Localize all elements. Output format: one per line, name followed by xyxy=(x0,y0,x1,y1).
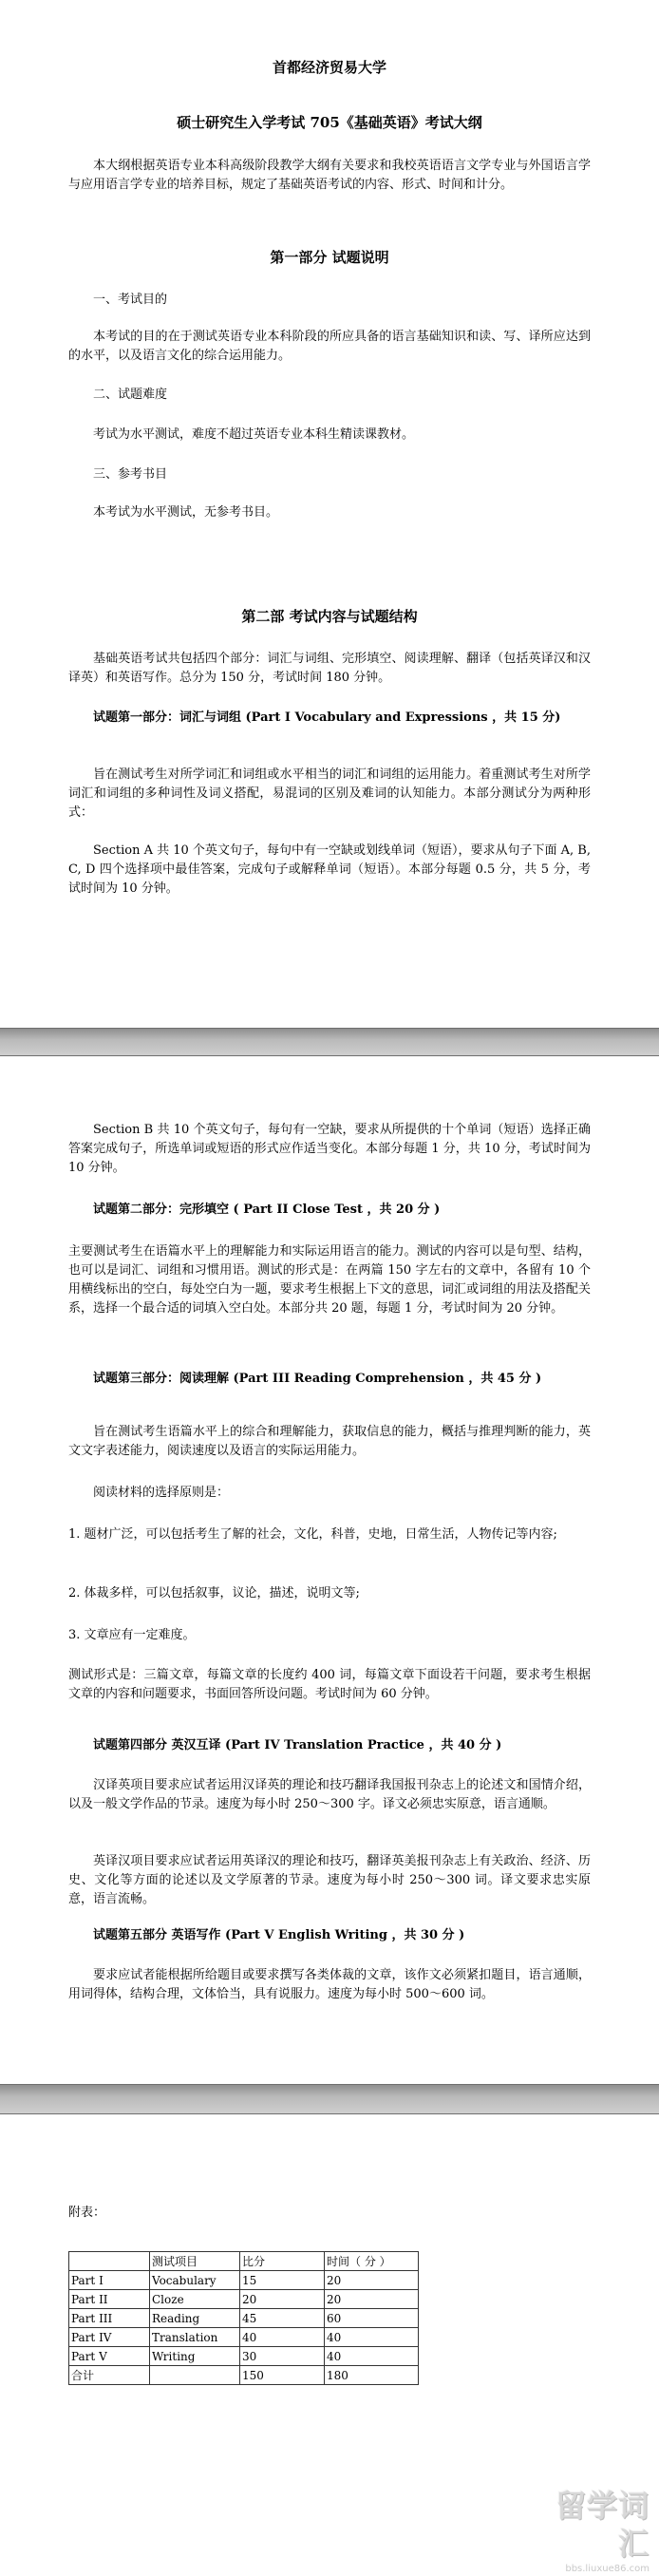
table-cell: Part I xyxy=(69,2271,150,2290)
part-iv-text-2: 英译汉项目要求应试者运用英译汉的理论和技巧，翻译英美报刊杂志上有关政治、经济、历史、文化等方面的论述以及文学原著的节录。速度为每小时 250～300 词。译文要求忠实原意，语言流畅。 xyxy=(68,1854,591,1906)
part-i-text: 旨在测试考生对所学词汇和词组或水平相当的词汇和词组的运用能力。着重测试考生对所学词汇和词组的多种词性及词义搭配，易混词的区别及难词的认知能力。本部分测试分为两种形式： xyxy=(68,767,591,820)
table-cell: 180 xyxy=(325,2366,419,2385)
document-page-1 xyxy=(0,0,659,1028)
section3-heading: 三、参考书目 xyxy=(93,467,168,482)
table-row xyxy=(69,2271,419,2290)
part-v-text: 要求应试者能根据所给题目或要求撰写各类体裁的文章，该作文必须紧扣题目，语言通顺，用词得体，结构合理，文体恰当，具有说服力。速度为每小时 500～600 词。 xyxy=(68,1968,591,2001)
table-header-cell xyxy=(69,2252,150,2271)
part-iii-heading: 试题第三部分：阅读理解 (Part III Reading Comprehension ，共 45 分 ) xyxy=(93,1372,542,1386)
table-cell: 40 xyxy=(325,2328,419,2347)
section1-text: 本考试的目的在于测试英语专业本科阶段的所应具备的语言基础知识和读、写、译所应达到的水平，以及语言文化的综合运用能力。 xyxy=(68,330,591,363)
part2-intro: 基础英语考试共包括四个部分：词汇与词组、完形填空、阅读理解、翻译（包括英译汉和汉译英）和英语写作。总分为 150 分，考试时间 180 分钟。 xyxy=(68,652,591,685)
table-row xyxy=(69,2309,419,2328)
reading-principles-label: 阅读材料的选择原则是： xyxy=(93,1486,230,1500)
part-ii-text: 主要测试考生在语篇水平上的理解能力和实际运用语言的能力。测试的内容可以是句型、结构，也可以是词汇、词组和习惯用语。测试的形式是：在两篇 150 字左右的文章中，各留有 10 个用横线标出的空白，每处空白为一题，要求考生根据上下文的意思，词汇或词组的用法及搭配关系，选择一个最合适的词填入空白处。本部分共 20 题，每题 1 分，考试时间为 20 分钟。 xyxy=(68,1244,591,1316)
section-b-text: Section B 共 10 个英文句子，每句有一空缺，要求从所提供的十个单词（短语）选择正确答案完成句子，所选单词或短语的形式应作适当变化。本部分每题 1 分，共 10 分，考试时间为 10 分钟。 xyxy=(68,1123,591,1175)
watermark-url: bbs.liuxue86.com xyxy=(565,2564,650,2574)
intro-paragraph: 本大纲根据英语专业本科高级阶段教学大纲有关要求和我校英语语言文学专业与外国语言学与应用语言学专业的培养目标，规定了基础英语考试的内容、形式、时间和计分。 xyxy=(68,159,591,192)
watermark-logo-text: 留学词汇 xyxy=(555,2488,650,2562)
part2-title: 第二部 考试内容与试题结构 xyxy=(241,608,418,625)
document-page-2 xyxy=(0,1056,659,2084)
section3-text: 本考试为水平测试，无参考书目。 xyxy=(93,505,279,520)
table-cell: Vocabulary xyxy=(150,2271,240,2290)
part-iv-heading: 试题第四部分 英汉互译 (Part IV Translation Practice ，共 40 分 ) xyxy=(93,1738,502,1752)
section1-heading: 一、考试目的 xyxy=(93,293,168,307)
table-cell: 40 xyxy=(240,2328,325,2347)
appendix-label: 附表： xyxy=(68,2206,106,2220)
table-cell: Translation xyxy=(150,2328,240,2347)
section-a-text: Section A 共 10 个英文句子，每句中有一空缺或划线单词（短语），要求从句子下面 A, B, C, D 四个选择项中最佳答案，完成句子或解释单词（短语）。本部分每题 0.5 分，共 5 分，考试时间为 10 分钟。 xyxy=(68,843,591,896)
part-ii-heading: 试题第二部分：完形填空 ( Part II Close Test ，共 20 分 ) xyxy=(93,1203,441,1217)
score-table xyxy=(68,2251,419,2385)
exam-title: 硕士研究生入学考试 705《基础英语》考试大纲 xyxy=(177,114,482,131)
table-cell: Cloze xyxy=(150,2290,240,2309)
table-cell: 45 xyxy=(240,2309,325,2328)
part1-title: 第一部分 试题说明 xyxy=(270,249,389,266)
table-cell xyxy=(150,2366,240,2385)
table-cell: 60 xyxy=(325,2309,419,2328)
table-cell: 合计 xyxy=(69,2366,150,2385)
site-watermark xyxy=(536,2487,650,2574)
table-cell: Part V xyxy=(69,2347,150,2366)
table-cell: 150 xyxy=(240,2366,325,2385)
part-iv-text-1: 汉译英项目要求应试者运用汉译英的理论和技巧翻译我国报刊杂志上的论述文和国情介绍，以及一般文学作品的节录。速度为每小时 250～300 字。译文必须忠实原意，语言通顺。 xyxy=(68,1778,591,1811)
table-cell: 30 xyxy=(240,2347,325,2366)
table-cell: Part III xyxy=(69,2309,150,2328)
table-cell: 20 xyxy=(325,2271,419,2290)
part-iii-text: 旨在测试考生语篇水平上的综合和理解能力，获取信息的能力，概括与推理判断的能力，英文文字表述能力，阅读速度以及语言的实际运用能力。 xyxy=(68,1425,591,1458)
part-v-heading: 试题第五部分 英语写作 (Part V English Writing ，共 30 分 ) xyxy=(93,1928,465,1942)
table-row xyxy=(69,2347,419,2366)
table-cell: 20 xyxy=(240,2290,325,2309)
university-name: 首都经济贸易大学 xyxy=(272,59,386,76)
reading-principle-3: 3. 文章应有一定难度。 xyxy=(68,1628,196,1642)
table-cell: 15 xyxy=(240,2271,325,2290)
table-cell: Part IV xyxy=(69,2328,150,2347)
page-break xyxy=(0,1028,659,1056)
table-header-cell: 比分 xyxy=(240,2252,325,2271)
table-header-row xyxy=(69,2252,419,2271)
part-i-heading: 试题第一部分：词汇与词组 (Part I Vocabulary and Expressions ，共 15 分) xyxy=(93,710,561,725)
section2-text: 考试为水平测试，难度不超过英语专业本科生精读课教材。 xyxy=(93,427,415,442)
page-break xyxy=(0,2084,659,2114)
table-cell: Part II xyxy=(69,2290,150,2309)
reading-principle-1: 1. 题材广泛，可以包括考生了解的社会，文化，科普，史地，日常生活，人物传记等内容; xyxy=(68,1527,557,1542)
table-cell: Reading xyxy=(150,2309,240,2328)
table-header-cell: 时间（ 分 ） xyxy=(325,2252,419,2271)
reading-test-form: 测试形式是：三篇文章，每篇文章的长度约 400 词，每篇文章下面设若干问题，要求考生根据文章的内容和问题要求，书面回答所设问题。考试时间为 60 分钟。 xyxy=(68,1668,591,1701)
table-row xyxy=(69,2290,419,2309)
table-row xyxy=(69,2328,419,2347)
table-cell: 40 xyxy=(325,2347,419,2366)
section2-heading: 二、试题难度 xyxy=(93,388,168,402)
table-total-row xyxy=(69,2366,419,2385)
reading-principle-2: 2. 体裁多样，可以包括叙事，议论，描述，说明文等; xyxy=(68,1586,360,1601)
table-cell: 20 xyxy=(325,2290,419,2309)
table-cell: Writing xyxy=(150,2347,240,2366)
table-header-cell: 测试项目 xyxy=(150,2252,240,2271)
